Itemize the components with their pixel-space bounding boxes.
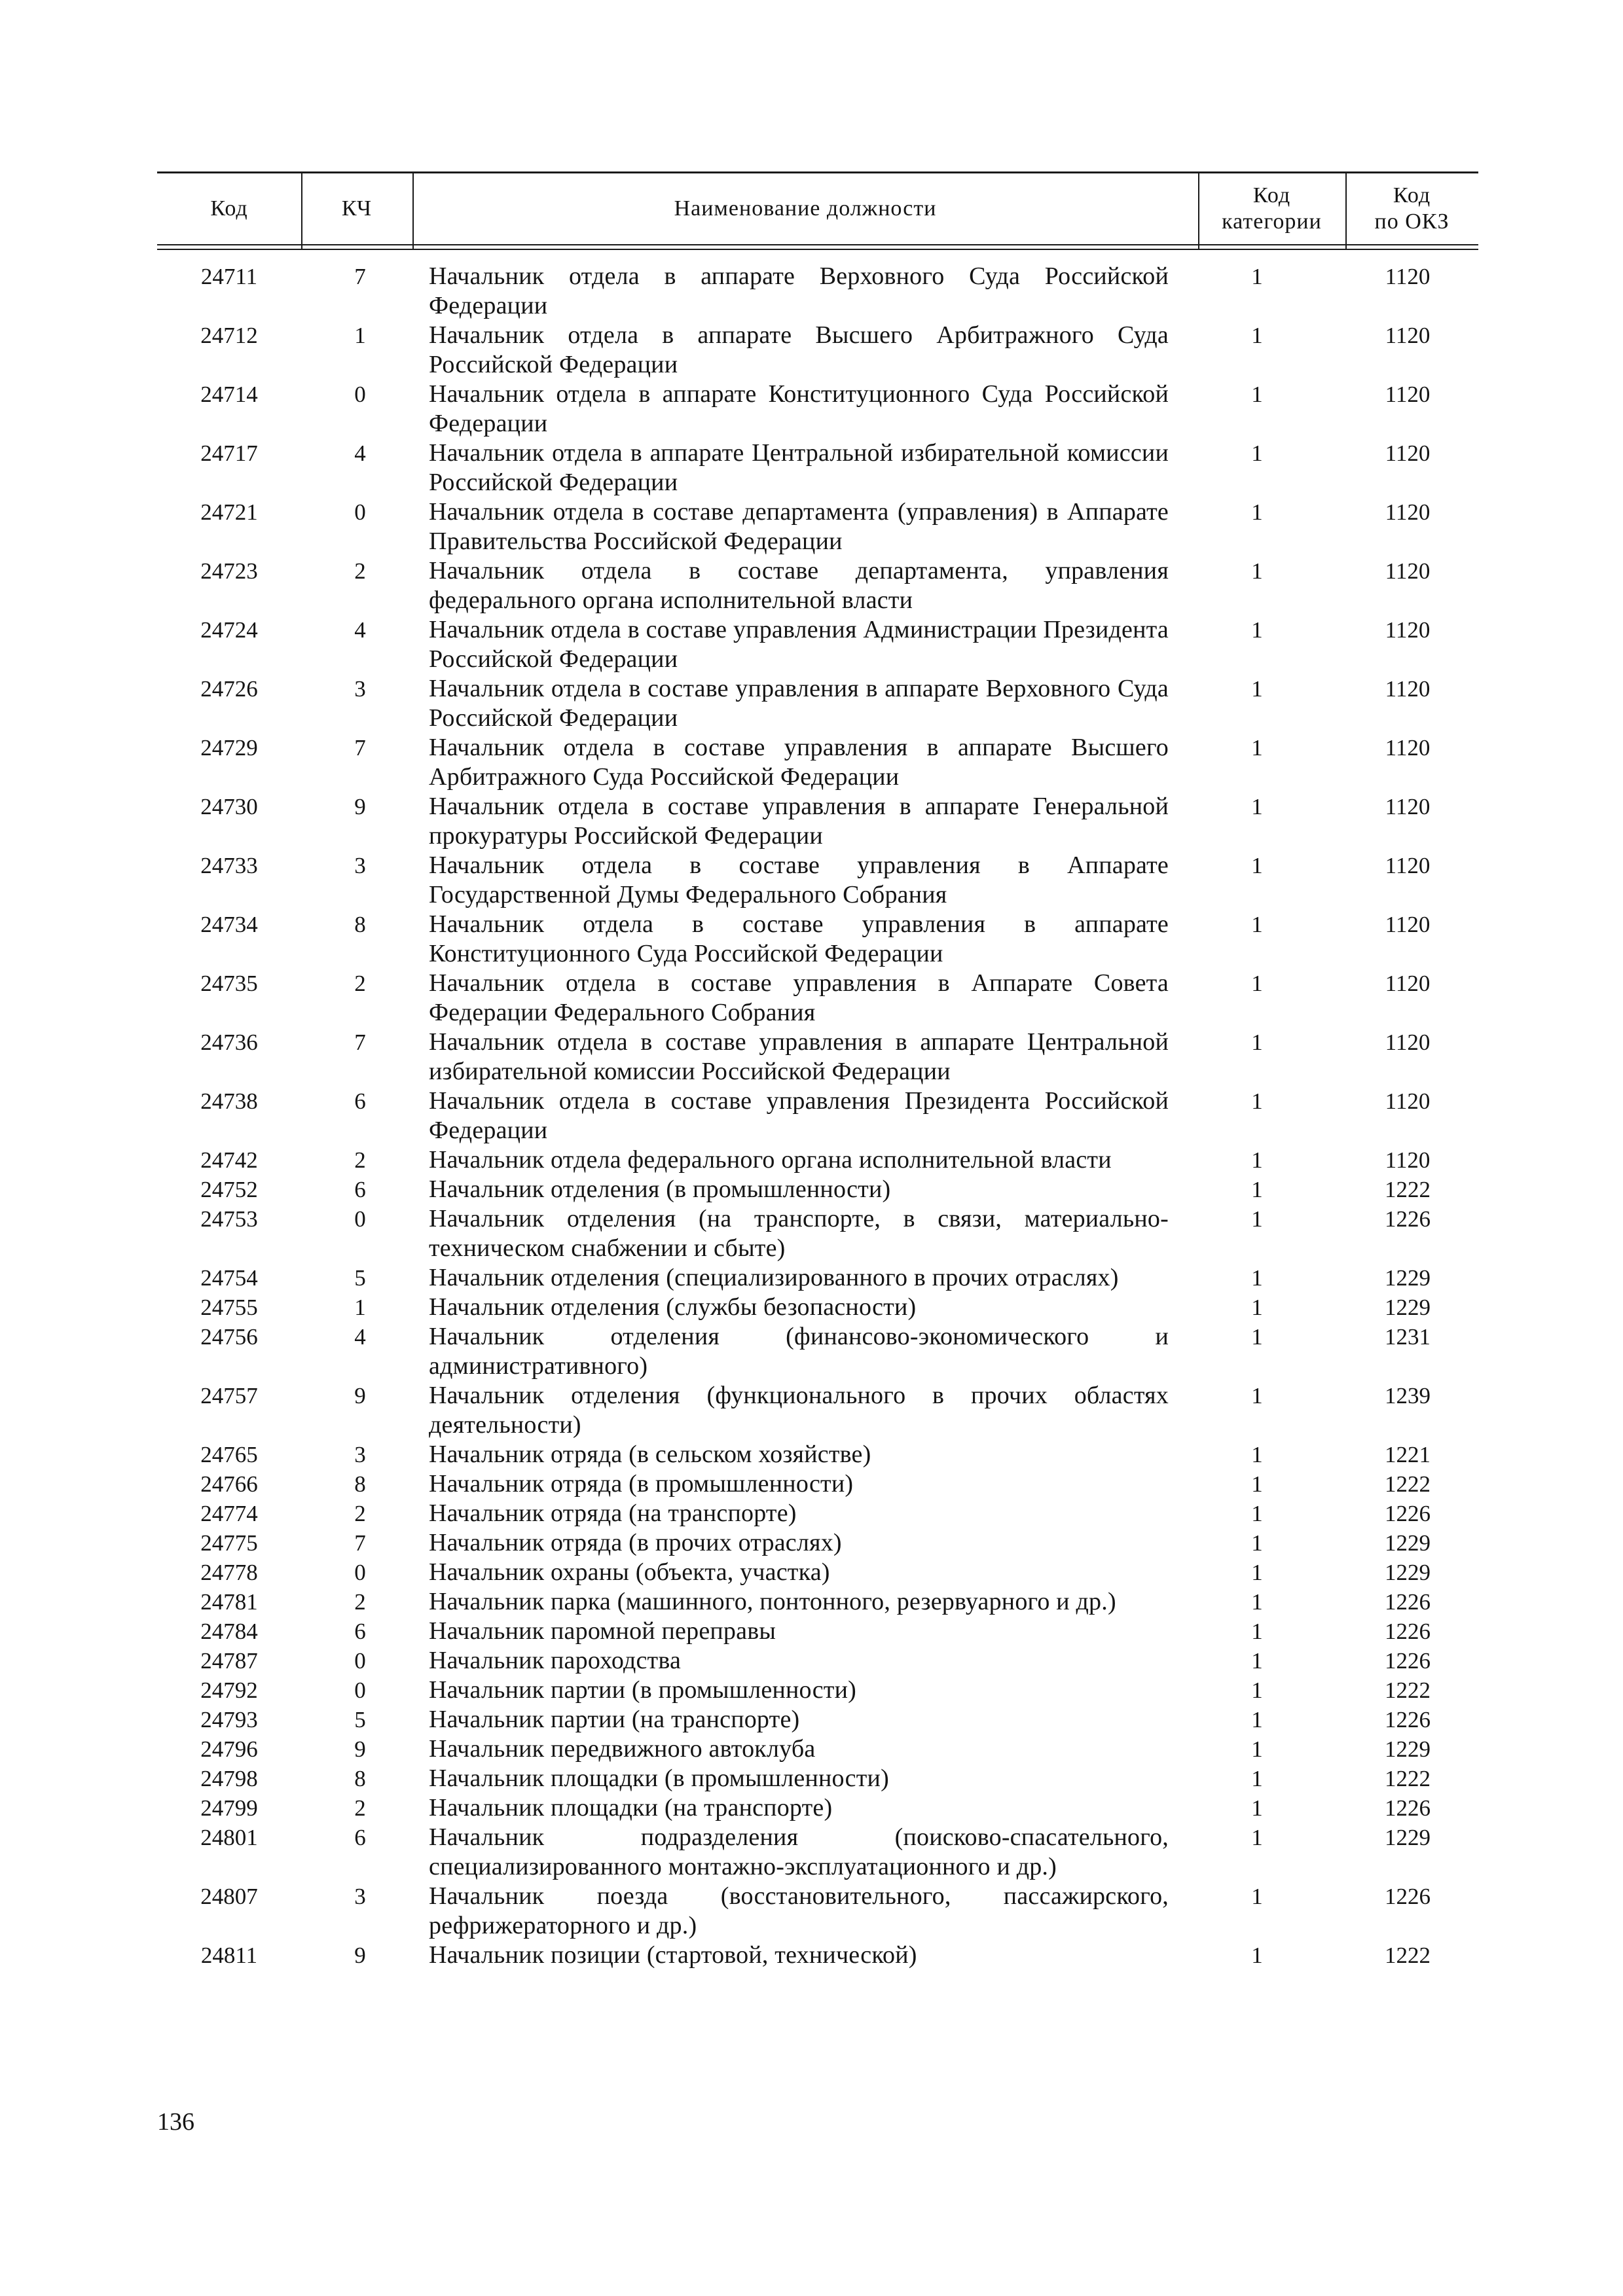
row-kc: 6 — [354, 1619, 366, 1644]
row-kc: 2 — [354, 1501, 366, 1526]
row-okz: 1229 — [1385, 1295, 1431, 1320]
row-code: 24754 — [200, 1265, 258, 1291]
table-row — [0, 1793, 1623, 1823]
row-okz: 1226 — [1385, 1884, 1431, 1909]
row-kc: 7 — [354, 264, 366, 289]
row-okz: 1229 — [1385, 1530, 1431, 1556]
table-row — [0, 556, 1623, 615]
row-category: 1 — [1251, 1795, 1263, 1821]
row-kc: 0 — [354, 1206, 366, 1232]
row-kc: 6 — [354, 1825, 366, 1850]
row-okz: 1120 — [1385, 499, 1431, 525]
row-code: 24799 — [200, 1795, 258, 1821]
table-row — [0, 1558, 1623, 1587]
row-category: 1 — [1251, 323, 1263, 348]
table-row — [0, 1528, 1623, 1558]
row-kc: 2 — [354, 1589, 366, 1615]
row-name: Начальник отделения (функционального в прочих областях деятельности) — [429, 1382, 1169, 1439]
table-row — [0, 1469, 1623, 1499]
row-code: 24712 — [200, 323, 258, 348]
row-code: 24755 — [200, 1295, 258, 1320]
row-category: 1 — [1251, 1677, 1263, 1703]
row-category: 1 — [1251, 794, 1263, 819]
header-okz — [1345, 173, 1478, 244]
row-category: 1 — [1251, 912, 1263, 937]
header-kc — [301, 173, 412, 244]
row-kc: 0 — [354, 382, 366, 407]
row-code: 24801 — [200, 1825, 258, 1850]
row-code: 24796 — [200, 1736, 258, 1762]
row-okz: 1120 — [1385, 853, 1431, 878]
row-name: Начальник отделения (в промышленности) — [429, 1175, 891, 1203]
row-category: 1 — [1251, 558, 1263, 584]
row-category: 1 — [1251, 971, 1263, 996]
row-okz: 1120 — [1385, 558, 1431, 584]
row-okz: 1239 — [1385, 1383, 1431, 1408]
row-name: Начальник отдела в составе управления в Аппарате Совета Федерации Федерального Собрания — [429, 969, 1169, 1026]
row-kc: 0 — [354, 1648, 366, 1674]
table-row — [0, 321, 1623, 380]
row-name: Начальник отдела в составе управления в аппарате Высшего Арбитражного Суда Российской Федерации — [429, 734, 1169, 791]
row-code: 24778 — [200, 1560, 258, 1585]
table-row — [0, 1676, 1623, 1705]
row-name: Начальник партии (на транспорте) — [429, 1706, 800, 1733]
row-okz: 1229 — [1385, 1736, 1431, 1762]
row-category: 1 — [1251, 1707, 1263, 1732]
row-name: Начальник отдела в составе управления в Аппарате Государственной Думы Федерального Собрания — [429, 852, 1169, 908]
row-code: 24793 — [200, 1707, 258, 1732]
table-row — [0, 1293, 1623, 1322]
row-okz: 1120 — [1385, 617, 1431, 643]
row-kc: 0 — [354, 499, 366, 525]
row-code: 24714 — [200, 382, 258, 407]
row-name: Начальник паромной переправы — [429, 1617, 776, 1645]
row-category: 1 — [1251, 1825, 1263, 1850]
row-category: 1 — [1251, 1442, 1263, 1467]
row-kc: 4 — [354, 1324, 366, 1350]
row-okz: 1229 — [1385, 1560, 1431, 1585]
row-okz: 1229 — [1385, 1265, 1431, 1291]
header-okz-line1: Код — [1393, 183, 1431, 207]
row-name: Начальник парка (машинного, понтонного, резервуарного и др.) — [429, 1588, 1116, 1615]
table-row — [0, 380, 1623, 439]
header-category — [1198, 173, 1345, 244]
row-kc: 0 — [354, 1677, 366, 1703]
row-kc: 3 — [354, 853, 366, 878]
row-name: Начальник отряда (в прочих отраслях) — [429, 1529, 842, 1556]
row-category: 1 — [1251, 1177, 1263, 1202]
row-name: Начальник отдела в аппарате Высшего Арбитражного Суда Российской Федерации — [429, 321, 1169, 378]
row-name: Начальник отдела в аппарате Верховного Суда Российской Федерации — [429, 262, 1169, 319]
row-code: 24736 — [200, 1030, 258, 1055]
row-name: Начальник отдела в составе департамента, управления федерального органа исполнительной власти — [429, 557, 1169, 614]
row-name: Начальник отдела в составе управления в аппарате Генеральной прокуратуры Российской Федерации — [429, 793, 1169, 850]
row-name: Начальник отдела в составе управления Администрации Президента Российской Федерации — [429, 616, 1169, 673]
row-name: Начальник отряда (на транспорте) — [429, 1499, 797, 1527]
row-code: 24765 — [200, 1442, 258, 1467]
table-header — [157, 171, 1478, 249]
header-divider-1 — [301, 171, 302, 249]
row-okz: 1120 — [1385, 1088, 1431, 1114]
row-name: Начальник отдела в аппарате Конституционного Суда Российской Федерации — [429, 380, 1169, 437]
row-okz: 1231 — [1385, 1324, 1431, 1350]
row-okz: 1226 — [1385, 1619, 1431, 1644]
row-okz: 1222 — [1385, 1177, 1431, 1202]
row-kc: 9 — [354, 1943, 366, 1968]
row-code: 24787 — [200, 1648, 258, 1674]
row-okz: 1222 — [1385, 1471, 1431, 1497]
row-category: 1 — [1251, 1736, 1263, 1762]
row-kc: 4 — [354, 617, 366, 643]
row-okz: 1120 — [1385, 1030, 1431, 1055]
row-code: 24730 — [200, 794, 258, 819]
row-kc: 9 — [354, 1736, 366, 1762]
row-code: 24784 — [200, 1619, 258, 1644]
row-okz: 1226 — [1385, 1795, 1431, 1821]
row-okz: 1226 — [1385, 1589, 1431, 1615]
row-code: 24729 — [200, 735, 258, 761]
row-code: 24726 — [200, 676, 258, 702]
row-name: Начальник пароходства — [429, 1647, 682, 1674]
row-kc: 3 — [354, 1442, 366, 1467]
table-row — [0, 1764, 1623, 1793]
header-okz-line2: по ОКЗ — [1374, 209, 1450, 234]
row-code: 24774 — [200, 1501, 258, 1526]
row-category: 1 — [1251, 264, 1263, 289]
row-name: Начальник отделения (службы безопасности) — [429, 1293, 917, 1321]
row-name: Начальник площадки (в промышленности) — [429, 1765, 889, 1792]
row-code: 24735 — [200, 971, 258, 996]
row-category: 1 — [1251, 1943, 1263, 1968]
row-okz: 1120 — [1385, 971, 1431, 996]
row-kc: 8 — [354, 912, 366, 937]
row-category: 1 — [1251, 676, 1263, 702]
row-code: 24742 — [200, 1147, 258, 1173]
row-code: 24738 — [200, 1088, 258, 1114]
table-row — [0, 792, 1623, 851]
row-code: 24717 — [200, 440, 258, 466]
row-code: 24792 — [200, 1677, 258, 1703]
row-category: 1 — [1251, 1265, 1263, 1291]
row-name: Начальник отделения (специализированного в прочих отраслях) — [429, 1264, 1119, 1291]
row-code: 24775 — [200, 1530, 258, 1556]
row-category: 1 — [1251, 1619, 1263, 1644]
row-name: Начальник отделения (финансово-экономического и административного) — [429, 1323, 1169, 1380]
row-category: 1 — [1251, 1147, 1263, 1173]
table-row — [0, 969, 1623, 1028]
row-kc: 6 — [354, 1177, 366, 1202]
row-okz: 1226 — [1385, 1206, 1431, 1232]
table-row — [0, 674, 1623, 733]
row-name: Начальник отдела в составе управления в аппарате Центральной избирательной комиссии Российской Федерации — [429, 1028, 1169, 1085]
page-number: 136 — [157, 2108, 194, 2136]
row-category: 1 — [1251, 1383, 1263, 1408]
row-kc: 9 — [354, 794, 366, 819]
row-name: Начальник отдела в составе департамента (управления) в Аппарате Правительства Российской Федерации — [429, 498, 1169, 555]
row-okz: 1222 — [1385, 1677, 1431, 1703]
row-category: 1 — [1251, 1324, 1263, 1350]
table-row — [0, 1646, 1623, 1676]
row-code: 24807 — [200, 1884, 258, 1909]
table-row — [0, 1499, 1623, 1528]
row-kc: 5 — [354, 1265, 366, 1291]
row-code: 24781 — [200, 1589, 258, 1615]
row-code: 24721 — [200, 499, 258, 525]
table-row — [0, 1941, 1623, 1970]
row-category: 1 — [1251, 499, 1263, 525]
table-row — [0, 1086, 1623, 1145]
row-category: 1 — [1251, 1560, 1263, 1585]
row-category: 1 — [1251, 1766, 1263, 1791]
row-okz: 1120 — [1385, 735, 1431, 761]
row-category: 1 — [1251, 1648, 1263, 1674]
row-name: Начальник отделения (на транспорте, в связи, материально-техническом снабжении и сбыте) — [429, 1205, 1169, 1262]
row-code: 24723 — [200, 558, 258, 584]
row-kc: 2 — [354, 1147, 366, 1173]
row-kc: 2 — [354, 1795, 366, 1821]
row-name: Начальник отдела в составе управления в аппарате Конституционного Суда Российской Федерации — [429, 910, 1169, 967]
table-row — [0, 1734, 1623, 1764]
header-code — [157, 173, 301, 244]
row-category: 1 — [1251, 1589, 1263, 1615]
header-divider-3 — [1198, 171, 1199, 249]
row-category: 1 — [1251, 735, 1263, 761]
row-okz: 1226 — [1385, 1648, 1431, 1674]
table-row — [0, 1823, 1623, 1882]
table-row — [0, 1322, 1623, 1381]
table-row — [0, 497, 1623, 556]
table-row — [0, 1705, 1623, 1734]
table-row — [0, 439, 1623, 497]
row-okz: 1222 — [1385, 1943, 1431, 1968]
table-row — [0, 1175, 1623, 1204]
row-category: 1 — [1251, 853, 1263, 878]
row-name: Начальник передвижного автоклуба — [429, 1735, 816, 1763]
table-row — [0, 910, 1623, 969]
table-row — [0, 262, 1623, 321]
table-body — [0, 262, 1623, 1970]
header-rule-lower — [157, 249, 1478, 250]
row-kc: 1 — [354, 323, 366, 348]
row-code: 24766 — [200, 1471, 258, 1497]
row-kc: 2 — [354, 558, 366, 584]
table-row — [0, 1263, 1623, 1293]
row-okz: 1120 — [1385, 382, 1431, 407]
row-name: Начальник отдела федерального органа исполнительной власти — [429, 1146, 1112, 1174]
row-category: 1 — [1251, 1206, 1263, 1232]
row-kc: 7 — [354, 1530, 366, 1556]
row-code: 24756 — [200, 1324, 258, 1350]
row-code: 24811 — [200, 1943, 258, 1968]
table-row — [0, 1440, 1623, 1469]
header-rule-upper — [157, 244, 1478, 245]
row-kc: 4 — [354, 440, 366, 466]
row-kc: 2 — [354, 971, 366, 996]
row-code: 24798 — [200, 1766, 258, 1791]
row-name: Начальник охраны (объекта, участка) — [429, 1558, 830, 1586]
row-kc: 8 — [354, 1766, 366, 1791]
row-kc: 3 — [354, 676, 366, 702]
table-row — [0, 1381, 1623, 1440]
header-divider-2 — [412, 171, 414, 249]
table-row — [0, 1145, 1623, 1175]
row-code: 24757 — [200, 1383, 258, 1408]
row-name: Начальник подразделения (поисково-спасательного, специализированного монтажно-эксплуатационного и др.) — [429, 1823, 1169, 1880]
header-divider-4 — [1345, 171, 1347, 249]
header-code-label: Код — [210, 196, 248, 221]
row-code: 24724 — [200, 617, 258, 643]
table-row — [0, 1028, 1623, 1086]
row-okz: 1229 — [1385, 1825, 1431, 1850]
row-name: Начальник отряда (в сельском хозяйстве) — [429, 1441, 871, 1468]
row-name: Начальник отдела в составе управления Президента Российской Федерации — [429, 1087, 1169, 1144]
row-category: 1 — [1251, 1884, 1263, 1909]
row-category: 1 — [1251, 1030, 1263, 1055]
row-code: 24753 — [200, 1206, 258, 1232]
row-okz: 1120 — [1385, 1147, 1431, 1173]
row-kc: 8 — [354, 1471, 366, 1497]
row-kc: 7 — [354, 735, 366, 761]
header-category-line1: Код — [1252, 183, 1291, 207]
row-name: Начальник поезда (восстановительного, пассажирского, рефрижераторного и др.) — [429, 1882, 1169, 1939]
row-category: 1 — [1251, 1088, 1263, 1114]
header-kc-label: КЧ — [341, 196, 373, 221]
row-name: Начальник позиции (стартовой, технической) — [429, 1941, 917, 1969]
row-kc: 6 — [354, 1088, 366, 1114]
header-category-line2: категории — [1222, 209, 1322, 234]
row-okz: 1226 — [1385, 1707, 1431, 1732]
row-okz: 1120 — [1385, 264, 1431, 289]
row-code: 24734 — [200, 912, 258, 937]
row-kc: 9 — [354, 1383, 366, 1408]
row-kc: 1 — [354, 1295, 366, 1320]
row-okz: 1120 — [1385, 676, 1431, 702]
row-okz: 1221 — [1385, 1442, 1431, 1467]
table-row — [0, 1204, 1623, 1263]
table-row — [0, 1617, 1623, 1646]
row-code: 24733 — [200, 853, 258, 878]
row-category: 1 — [1251, 1295, 1263, 1320]
row-kc: 0 — [354, 1560, 366, 1585]
row-okz: 1120 — [1385, 912, 1431, 937]
row-okz: 1120 — [1385, 440, 1431, 466]
header-name-label: Наименование должности — [674, 196, 937, 221]
row-name: Начальник отдела в составе управления в аппарате Верховного Суда Российской Федерации — [429, 675, 1169, 732]
row-okz: 1120 — [1385, 323, 1431, 348]
row-category: 1 — [1251, 440, 1263, 466]
table-row — [0, 851, 1623, 910]
row-category: 1 — [1251, 1530, 1263, 1556]
row-name: Начальник партии (в промышленности) — [429, 1676, 856, 1704]
header-name — [412, 173, 1198, 244]
row-okz: 1120 — [1385, 794, 1431, 819]
table-row — [0, 615, 1623, 674]
table-row — [0, 1882, 1623, 1941]
row-okz: 1222 — [1385, 1766, 1431, 1791]
row-category: 1 — [1251, 617, 1263, 643]
row-kc: 5 — [354, 1707, 366, 1732]
row-kc: 7 — [354, 1030, 366, 1055]
row-okz: 1226 — [1385, 1501, 1431, 1526]
row-kc: 3 — [354, 1884, 366, 1909]
row-category: 1 — [1251, 1471, 1263, 1497]
table-row — [0, 1587, 1623, 1617]
row-name: Начальник отдела в аппарате Центральной избирательной комиссии Российской Федерации — [429, 439, 1169, 496]
row-category: 1 — [1251, 1501, 1263, 1526]
row-code: 24752 — [200, 1177, 258, 1202]
row-code: 24711 — [200, 264, 258, 289]
row-name: Начальник площадки (на транспорте) — [429, 1794, 833, 1821]
row-category: 1 — [1251, 382, 1263, 407]
table-row — [0, 733, 1623, 792]
row-name: Начальник отряда (в промышленности) — [429, 1470, 854, 1498]
